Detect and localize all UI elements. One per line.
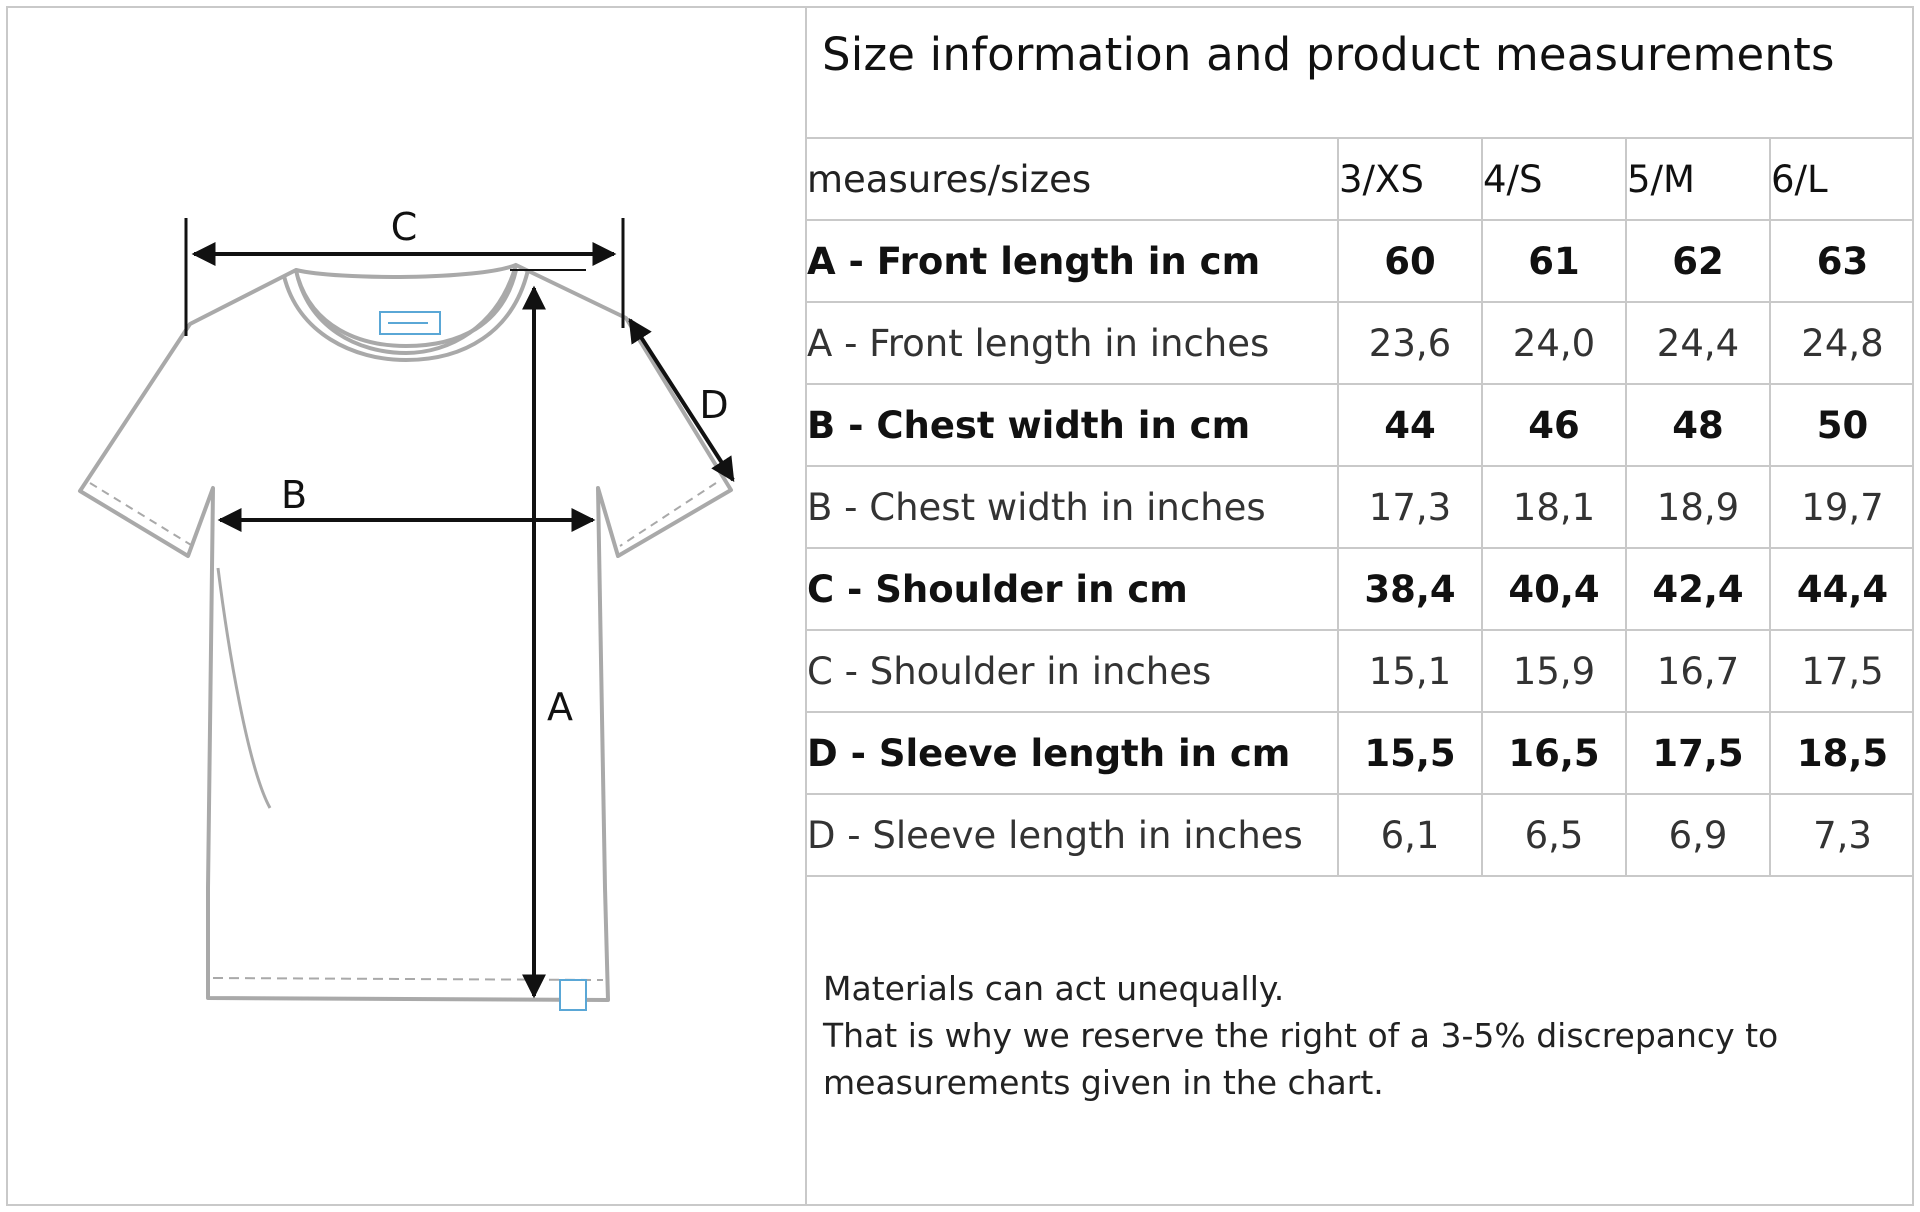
- cell-value: 61: [1482, 220, 1626, 302]
- size-header: 3/XS: [1338, 138, 1482, 220]
- cell-value: 18,1: [1482, 466, 1626, 548]
- row-label: D - Sleeve length in inches: [807, 794, 1338, 876]
- disclaimer-notes: [823, 965, 1778, 1106]
- table-row: [807, 630, 1914, 712]
- row-label: A - Front length in inches: [807, 302, 1338, 384]
- cell-value: 17,5: [1626, 712, 1770, 794]
- cell-value: 44,4: [1770, 548, 1914, 630]
- cell-value: 18,5: [1770, 712, 1914, 794]
- table-row: [807, 794, 1914, 876]
- table-row: [807, 384, 1914, 466]
- row-label: B - Chest width in cm: [807, 384, 1338, 466]
- table-row: [807, 302, 1914, 384]
- cell-value: 63: [1770, 220, 1914, 302]
- table-row: [807, 712, 1914, 794]
- table-row: [807, 466, 1914, 548]
- cell-value: 48: [1626, 384, 1770, 466]
- cell-value: 50: [1770, 384, 1914, 466]
- size-header: 4/S: [1482, 138, 1626, 220]
- row-label: D - Sleeve length in cm: [807, 712, 1338, 794]
- cell-value: 6,9: [1626, 794, 1770, 876]
- cell-value: 19,7: [1770, 466, 1914, 548]
- row-label: A - Front length in cm: [807, 220, 1338, 302]
- cell-value: 24,4: [1626, 302, 1770, 384]
- cell-value: 18,9: [1626, 466, 1770, 548]
- size-header: 5/M: [1626, 138, 1770, 220]
- cell-value: 16,7: [1626, 630, 1770, 712]
- cell-value: 40,4: [1482, 548, 1626, 630]
- cell-value: 42,4: [1626, 548, 1770, 630]
- row-label: C - Shoulder in cm: [807, 548, 1338, 630]
- cell-value: 15,1: [1338, 630, 1482, 712]
- cell-value: 16,5: [1482, 712, 1626, 794]
- corner-label: measures/sizes: [807, 138, 1338, 220]
- page-title: Size information and product measurements: [822, 28, 1835, 81]
- cell-value: 23,6: [1338, 302, 1482, 384]
- row-label: C - Shoulder in inches: [807, 630, 1338, 712]
- table-row: [807, 220, 1914, 302]
- table-row: [807, 548, 1914, 630]
- table-header-row: [807, 138, 1914, 220]
- label-a: A: [547, 685, 573, 729]
- cell-value: 15,5: [1338, 712, 1482, 794]
- label-c: C: [390, 205, 418, 249]
- cell-value: 46: [1482, 384, 1626, 466]
- size-table: [807, 137, 1914, 877]
- cell-value: 60: [1338, 220, 1482, 302]
- row-label: B - Chest width in inches: [807, 466, 1338, 548]
- cell-value: 17,3: [1338, 466, 1482, 548]
- cell-value: 38,4: [1338, 548, 1482, 630]
- tshirt-outline-icon: [80, 265, 731, 1000]
- note-line: Materials can act unequally.: [823, 969, 1285, 1008]
- cell-value: 62: [1626, 220, 1770, 302]
- note-line: measurements given in the chart.: [823, 1063, 1384, 1102]
- hem-tag-icon: [560, 980, 586, 1010]
- cell-value: 7,3: [1770, 794, 1914, 876]
- cell-value: 24,8: [1770, 302, 1914, 384]
- cell-value: 6,5: [1482, 794, 1626, 876]
- note-line: That is why we reserve the right of a 3-5% discrepancy to: [823, 1016, 1779, 1055]
- cell-value: 44: [1338, 384, 1482, 466]
- label-d: D: [699, 383, 729, 427]
- label-b: B: [280, 473, 308, 517]
- measurement-arrows: [186, 218, 733, 996]
- size-header: 6/L: [1770, 138, 1914, 220]
- cell-value: 6,1: [1338, 794, 1482, 876]
- cell-value: 24,0: [1482, 302, 1626, 384]
- cell-value: 17,5: [1770, 630, 1914, 712]
- tshirt-diagram: [8, 8, 804, 1204]
- cell-value: 15,9: [1482, 630, 1626, 712]
